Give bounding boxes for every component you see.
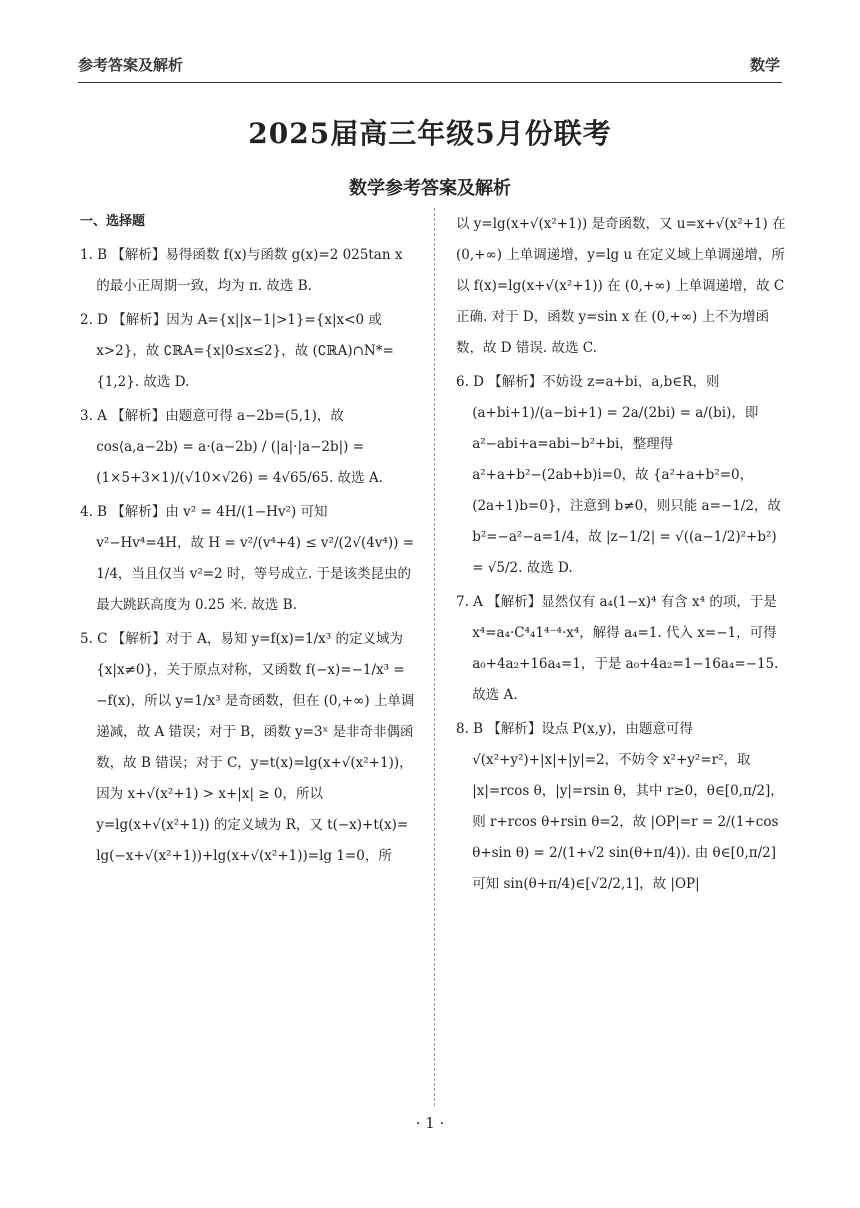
answer-item-4: 4. B 【解析】由 v² = 4H/(1−Hv²) 可知 v²−Hv⁴=4H，故 H = v²/(v⁴+4) ≤ v²/(2√(4v⁴)) = 1/4，当且仅当 v²=2 时，等号成立. 于是该类昆虫的最大跳跃高度为 0.25 米. 故选 B.	[80, 504, 415, 613]
answer-item-1: 1. B 【解析】易得函数 f(x)与函数 g(x)=2 025tan x 的最小正周期一致，均为 π. 故选 B.	[80, 247, 403, 294]
right-column	[456, 206, 788, 900]
answer-item-3: 3. A 【解析】由题意可得 a−2b=(5,1)，故 cos⟨a,a−2b⟩ = a·(a−2b) / (|a|·|a−2b|) = (1×5+3×1)/(√10×√26) = 4√65/65. 故选 A.	[80, 408, 383, 486]
answer-item-6: 6. D 【解析】不妨设 z=a+bi，a,b∈R，则 (a+bi+1)/(a−bi+1) = 2a/(2bi) = a/(bi)，即 a²−abi+a=abi−b²+bi，整理得 a²+a+b²−(2ab+b)i=0，故 {a²+a+b²=0，(2a+1)b=0}，注意到 b≠0，则只能 a=−1/2，故 b²=−a²−a=1/4，故 |z−1/2| = √((a−1/2)²+b²) = √5/2. 故选 D.	[456, 374, 781, 576]
page-title: 2025届高三年级5月份联考	[248, 117, 612, 150]
header-rule	[78, 82, 782, 83]
column-divider	[434, 208, 435, 1106]
page-number: · 1 ·	[415, 1114, 445, 1132]
header-left: 参考答案及解析	[78, 56, 184, 74]
answer-item-8: 8. B 【解析】设点 P(x,y)，由题意可得 √(x²+y²)+|x|+|y|=2，不妨令 x²+y²=r²，取 |x|=rcos θ，|y|=rsin θ，其中 r≥0，θ∈[0,π/2]，则 r+rcos θ+rsin θ=2，故 |OP|=r = 2/(1+cos θ+sin θ) = 2/(1+√2 sin(θ+π/4)). 由 θ∈[0,π/2] 可知 sin(θ+π/4)∈[√2/2,1]，故 |OP|	[456, 721, 784, 892]
answer-item-7: 7. A 【解析】显然仅有 a₄(1−x)⁴ 有含 x⁴ 的项，于是 x⁴=a₄·C⁴₄1⁴⁻⁴·x⁴，解得 a₄=1. 代入 x=−1，可得 a₀+4a₂+16a₄=1，于是 a₀+4a₂=1−16a₄=−15. 故选 A.	[456, 594, 779, 703]
page-subtitle: 数学参考答案及解析	[349, 178, 511, 199]
left-column	[80, 206, 420, 872]
answer-item-5: 5. C 【解析】对于 A，易知 y=f(x)=1/x³ 的定义域为 {x|x≠0}，关于原点对称，又函数 f(−x)=−1/x³ = −f(x)，所以 y=1/x³ 是奇函数，但在 (0,+∞) 上单调递减，故 A 错误；对于 B，函数 y=3ˣ 是非奇非偶函数，故 B 错误；对于 C，y=t(x)=lg(x+√(x²+1))，因为 x+√(x²+1) > x+|x| ≥ 0，所以 y=lg(x+√(x²+1)) 的定义域为 R，又 t(−x)+t(x)= lg(−x+√(x²+1))+lg(x+√(x²+1))=lg 1=0，所	[80, 631, 415, 864]
section-heading: 一、选择题	[80, 214, 146, 229]
answer-item-2: 2. D 【解析】因为 A={x||x−1|>1}={x|x<0 或 x>2}，故 ∁ℝA={x|0≤x≤2}，故 (∁ℝA)∩N*={1,2}. 故选 D.	[80, 312, 394, 390]
answer-item-5-continued: 以 y=lg(x+√(x²+1)) 是奇函数，又 u=x+√(x²+1) 在 (0,+∞) 上单调递增，y=lg u 在定义域上单调递增，所以 f(x)=lg(x+√(x²+1)) 在 (0,+∞) 上单调递增，故 C 正确. 对于 D，函数 y=sin x 在 (0,+∞) 上不为增函数，故 D 错误. 故选 C.	[456, 216, 786, 356]
header-right: 数学	[749, 56, 780, 74]
